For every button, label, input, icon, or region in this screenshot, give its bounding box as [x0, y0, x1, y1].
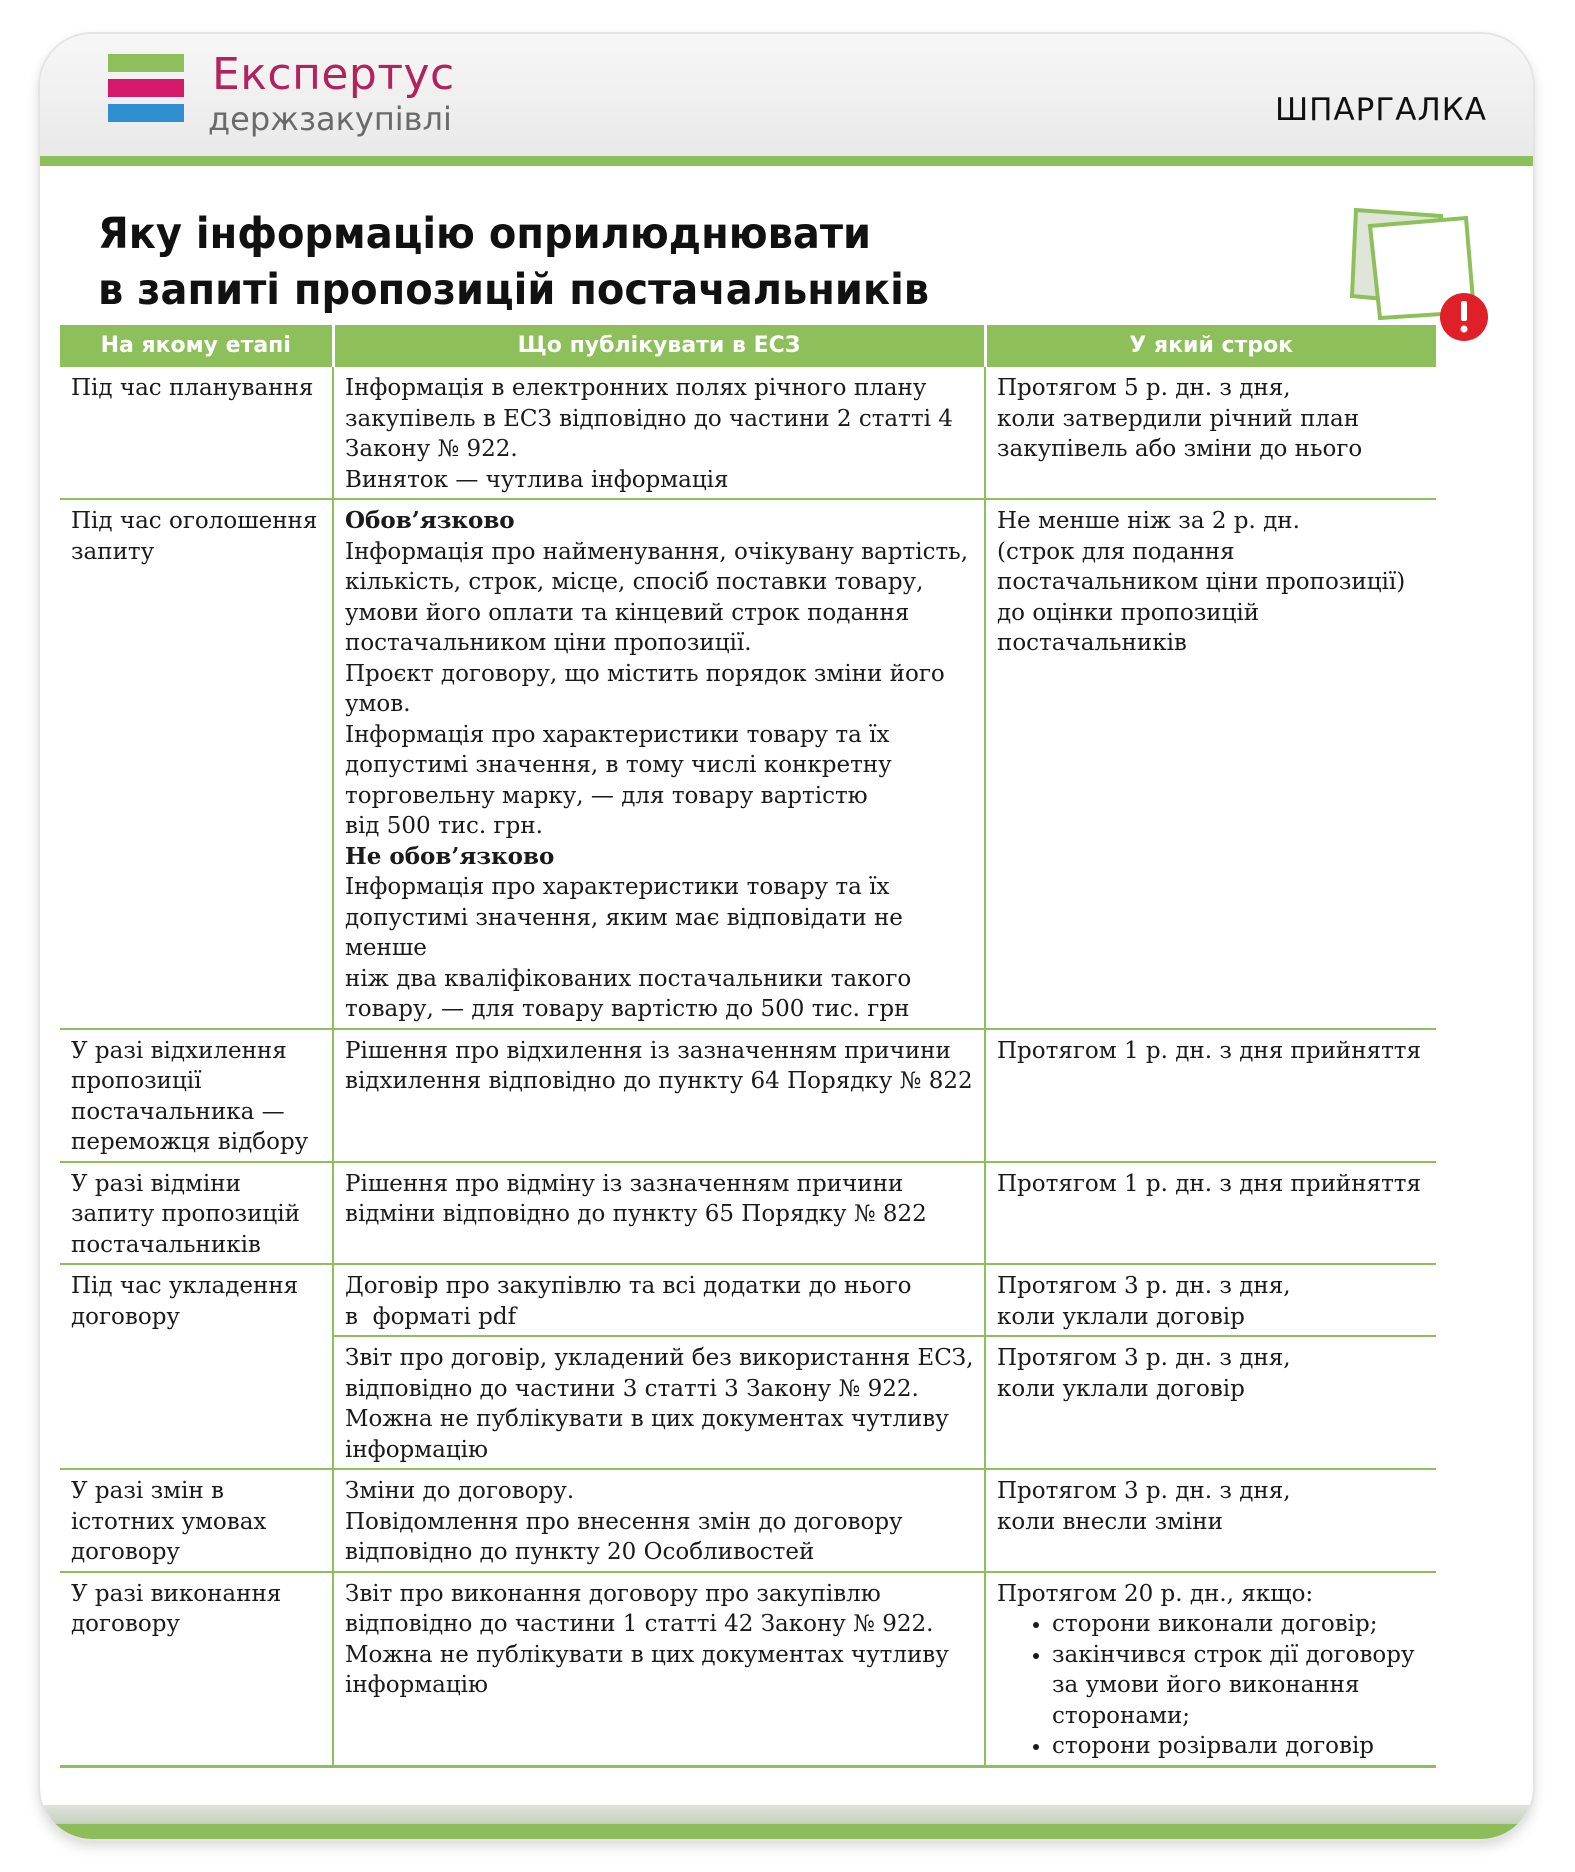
stage-cell	[60, 1162, 333, 1265]
cheat-sheet-tag: ШПАРГАЛКА	[1275, 92, 1487, 128]
text-line: інформацію	[345, 1672, 489, 1698]
text-line: Договір про закупівлю та всі додатки до нього	[345, 1273, 912, 1299]
list-item	[1052, 1731, 1430, 1762]
text-line: договору	[71, 1611, 180, 1637]
header-what: Що публікувати в ЕСЗ	[333, 325, 985, 367]
text-line: Звіт про договір, укладений без використання ЕСЗ,	[345, 1345, 974, 1371]
text-line: запиту	[71, 538, 155, 565]
text-line: від 500 тис. грн.	[345, 813, 543, 839]
list-item	[1052, 1609, 1430, 1640]
text-line: Не менше ніж за 2 р. дн.	[997, 508, 1300, 534]
term-cell	[985, 367, 1436, 499]
table-row	[60, 1029, 1436, 1162]
brand-subtitle: держзакупівлі	[208, 100, 452, 138]
text-line: умови його оплати та кінцевий строк подання	[345, 599, 910, 626]
text-line: Можна не публікувати в цих документах чутливу	[345, 1406, 949, 1432]
term-cell	[985, 1264, 1436, 1336]
text-line: Інформація в електронних полях річного плану	[345, 375, 927, 401]
text-line: товару, — для товару вартістю до 500 тис. грн	[345, 996, 910, 1022]
text-line: Рішення про відміну із зазначенням причини	[345, 1170, 904, 1197]
term-cell	[985, 1162, 1436, 1265]
text-line: Під час планування	[71, 375, 314, 401]
text-line: ніж два кваліфікованих постачальники такого	[345, 965, 912, 992]
stage-cell	[60, 1264, 333, 1469]
text-line: сторонами;	[1052, 1702, 1191, 1729]
mandatory-label: Обов’язково	[345, 507, 515, 534]
text-line: У разі виконання	[71, 1580, 282, 1607]
text-line: закупівель або зміни до нього	[997, 436, 1363, 462]
what-cell	[333, 1162, 985, 1265]
list-item	[1052, 1640, 1430, 1732]
what-cell	[333, 499, 985, 1029]
text-line: Рішення про відхилення із зазначенням причини	[345, 1037, 951, 1064]
table-header-row	[60, 325, 1436, 367]
text-line: Протягом 20 р. дн., якщо:	[997, 1580, 1314, 1607]
text-line: У разі відміни	[71, 1170, 241, 1197]
text-line: договору	[71, 1303, 180, 1330]
what-cell	[333, 1572, 985, 1767]
text-line: Зміни до договору.	[345, 1478, 575, 1504]
text-line: до оцінки пропозицій	[997, 599, 1260, 626]
text-line: Під час оголошення	[71, 508, 318, 534]
text-line: відповідно до частини 1 статті 42 Закону № 922.	[345, 1611, 934, 1637]
table-row	[60, 1572, 1436, 1767]
text-line: запиту пропозицій	[71, 1201, 300, 1227]
text-line: Протягом 3 р. дн. з дня,	[997, 1345, 1291, 1371]
text-line: Протягом 1 р. дн. з дня прийняття	[997, 1170, 1422, 1197]
text-line: Інформація про найменування, очікувану вартість,	[345, 538, 969, 565]
text-line: Виняток — чутлива інформація	[345, 466, 729, 493]
card-bottom-stripe	[40, 1805, 1533, 1839]
table-row	[60, 367, 1436, 499]
text-line: закупівель в ЕСЗ відповідно до частини 2 статті 4	[345, 405, 953, 432]
term-bullet-list	[997, 1609, 1430, 1762]
text-line: Можна не публікувати в цих документах чутливу	[345, 1641, 949, 1668]
text-line: • сторони розірвали договір	[1052, 1733, 1375, 1759]
text-line: пропозиції	[71, 1068, 202, 1094]
text-line: Повідомлення про внесення змін до договору	[345, 1508, 903, 1535]
text-line: У разі відхилення	[71, 1037, 287, 1064]
text-line: Інформація про характеристики товару та їх	[345, 874, 890, 900]
title-line-1: Яку інформацію оприлюднювати	[98, 209, 872, 259]
text-line: Інформація про характеристики товару та їх	[345, 721, 890, 748]
text-line: Закону № 922.	[345, 436, 518, 462]
optional-label: Не обов’язково	[345, 842, 555, 870]
what-cell	[333, 1469, 985, 1572]
header-term: У який строк	[985, 325, 1436, 367]
text-line: Під час укладення	[71, 1273, 299, 1299]
text-line: істотних умовах	[71, 1508, 267, 1535]
text-line: Протягом 3 р. дн. з дня,	[997, 1478, 1291, 1504]
term-cell	[985, 1469, 1436, 1572]
text-line: Проєкт договору, що містить порядок зміни його	[345, 660, 945, 687]
text-line: (строк для подання	[997, 538, 1235, 565]
text-line: торговельну марку, — для товару вартістю	[345, 782, 868, 809]
text-line: • закінчився строк дії договору	[1052, 1641, 1415, 1668]
stage-cell	[60, 367, 333, 499]
text-line: У разі змін в	[71, 1478, 224, 1504]
text-line: коли уклали договір	[997, 1375, 1245, 1402]
stage-cell	[60, 1029, 333, 1162]
text-line: Протягом 3 р. дн. з дня,	[997, 1273, 1291, 1299]
what-cell	[333, 1029, 985, 1162]
text-line: постачальників	[997, 630, 1187, 656]
term-cell	[985, 499, 1436, 1029]
text-line: допустимі значення, в тому числі конкретну	[345, 752, 892, 778]
header-stage: На якому етапі	[60, 325, 333, 367]
text-line: Протягом 5 р. дн. з дня,	[997, 375, 1291, 401]
stage-cell	[60, 1572, 333, 1767]
text-line: постачальників	[71, 1231, 261, 1258]
header	[40, 34, 1533, 166]
stage-cell	[60, 499, 333, 1029]
table-row	[60, 499, 1436, 1029]
text-line: переможця відбору	[71, 1129, 309, 1155]
text-line: відхилення відповідно до пункту 64 Порядку № 822	[345, 1068, 973, 1094]
what-cell	[333, 1336, 985, 1469]
text-line: постачальником ціни пропозиції)	[997, 569, 1406, 595]
logo-bars	[108, 54, 184, 129]
table-row	[60, 1469, 1436, 1572]
text-line: договору	[71, 1539, 180, 1565]
page-title	[98, 206, 1121, 318]
term-cell	[985, 1336, 1436, 1469]
text-line: коли затвердили річний план	[997, 405, 1360, 432]
table-row	[60, 1162, 1436, 1265]
what-cell	[333, 367, 985, 499]
term-cell	[985, 1572, 1436, 1767]
text-line: в форматі pdf	[345, 1303, 517, 1330]
text-line: • сторони виконали договір;	[1052, 1611, 1378, 1637]
table-row	[60, 1264, 1436, 1336]
text-line: відповідно до частини 3 статті 3 Закону № 922.	[345, 1375, 919, 1402]
text-line: кількість, строк, місце, спосіб поставки товару,	[345, 569, 924, 595]
text-line: Протягом 1 р. дн. з дня прийняття	[997, 1037, 1422, 1064]
text-line: відповідно до пункту 20 Особливостей	[345, 1539, 815, 1565]
text-line: коли внесли зміни	[997, 1508, 1223, 1535]
text-line: за умови його виконання	[1052, 1672, 1360, 1698]
what-cell	[333, 1264, 985, 1336]
text-line: допустимі значення, яким має відповідати не менше	[345, 904, 903, 961]
title-line-2: в запиті пропозицій постачальників	[98, 265, 930, 315]
text-line: відміни відповідно до пункту 65 Порядку № 822	[345, 1201, 927, 1227]
text-line: постачальником ціни пропозиції.	[345, 630, 752, 656]
text-line: інформацію	[345, 1436, 489, 1463]
text-line: умов.	[345, 691, 411, 717]
text-line: Звіт про виконання договору про закупівлю	[345, 1580, 881, 1607]
brand-name: Експертус	[212, 49, 455, 100]
text-line: постачальника —	[71, 1098, 285, 1125]
stage-cell	[60, 1469, 333, 1572]
text-line: коли уклали договір	[997, 1303, 1245, 1330]
term-cell	[985, 1029, 1436, 1162]
disclosure-table	[60, 325, 1436, 1768]
